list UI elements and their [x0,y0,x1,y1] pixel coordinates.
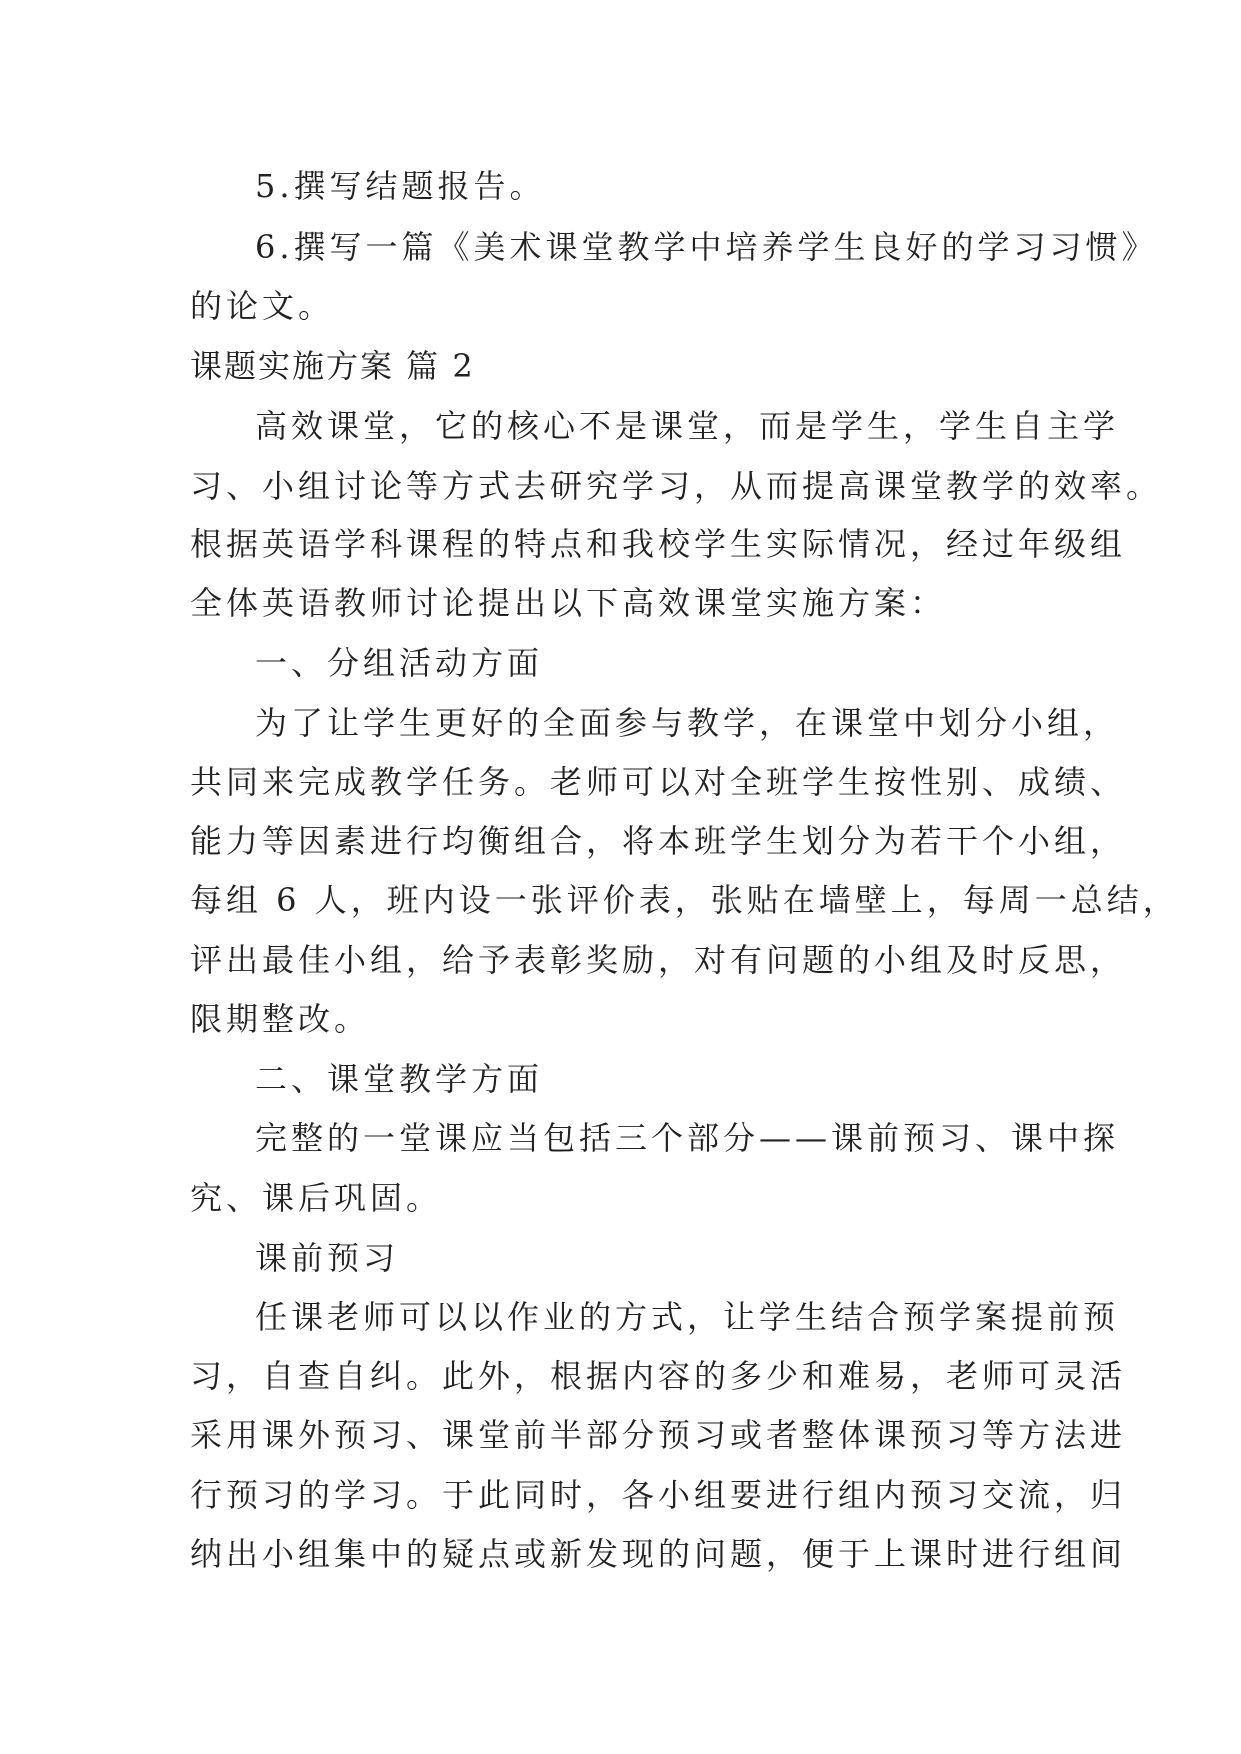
paragraph-line: 完整的一堂课应当包括三个部分——课前预习、课中探 [255,1119,1120,1157]
paragraph-line: 行预习的学习。于此同时，各小组要进行组内预习交流，归 [190,1476,1127,1514]
paragraph-line: 的论文。 [190,287,335,325]
paragraph-line: 共同来完成教学任务。老师可以对全班学生按性别、成绩、 [190,763,1127,801]
paragraph-line: 习，自查自纠。此外，根据内容的多少和难易，老师可灵活 [190,1357,1127,1395]
paragraph-line: 评出最佳小组，给予表彰奖励，对有问题的小组及时反思， [190,941,1127,979]
paragraph-line: 纳出小组集中的疑点或新发现的问题，便于上课时进行组间 [190,1535,1127,1573]
subheading: 一、分组活动方面 [255,644,544,682]
paragraph-line: 能力等因素进行均衡组合，将本班学生划分为若干个小组， [190,822,1127,860]
paragraph-line: 根据英语学科课程的特点和我校学生实际情况，经过年级组 [190,525,1127,563]
list-item-6: 6.撰写一篇《美术课堂教学中培养学生良好的学习习惯》 [255,228,1158,266]
paragraph-line: 全体英语教师讨论提出以下高效课堂实施方案： [190,584,947,622]
paragraph-line: 究、课后巩固。 [190,1179,443,1217]
paragraph-line: 采用课外预习、课堂前半部分预习或者整体课预习等方法进 [190,1416,1127,1454]
paragraph-line: 任课老师可以以作业的方式，让学生结合预学案提前预 [255,1298,1120,1336]
list-item-5: 5.撰写结题报告。 [255,167,546,205]
paragraph-line: 为了让学生更好的全面参与教学，在课堂中划分小组， [255,704,1120,742]
subheading: 二、课堂教学方面 [255,1060,544,1098]
paragraph-line: 习、小组讨论等方式去研究学习，从而提高课堂教学的效率。 [190,467,1163,505]
paragraph-line: 每组 6 人，班内设一张评价表，张贴在墙壁上，每周一总结， [190,881,1179,919]
subheading: 课前预习 [255,1239,400,1277]
paragraph-line: 限期整改。 [190,1000,371,1038]
section-title: 课题实施方案 篇 2 [190,347,475,385]
paragraph-line: 高效课堂，它的核心不是课堂，而是学生，学生自主学 [255,407,1120,445]
